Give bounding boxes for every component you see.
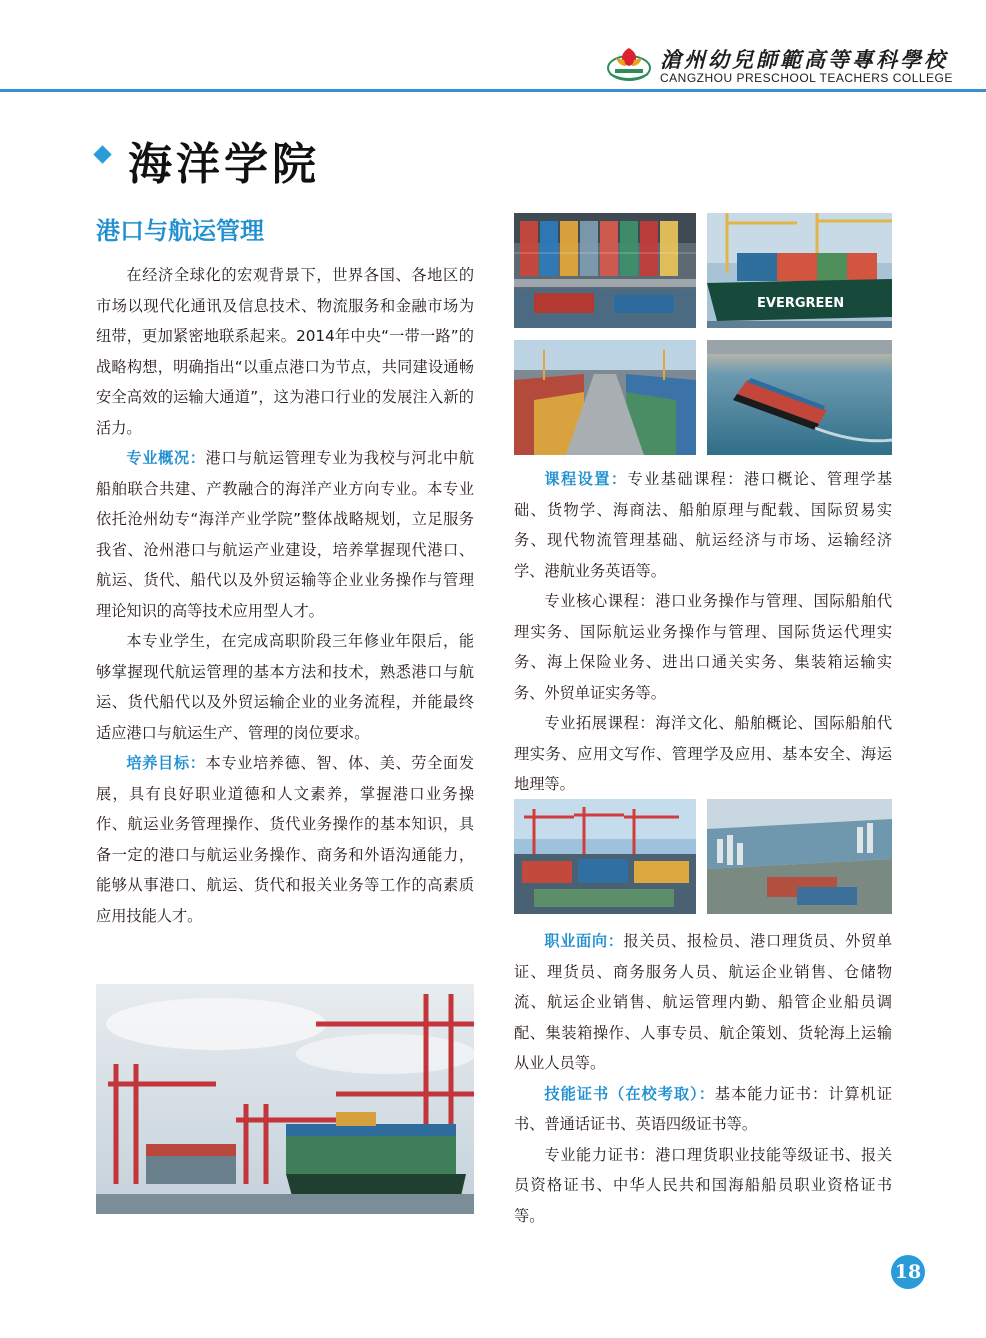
college-name-cn: 滄州幼兒師範高等專科學校 xyxy=(660,47,948,72)
section-title: 港口与航运管理 xyxy=(96,217,264,245)
right-column-career xyxy=(514,926,892,1231)
course-label: 课程设置： xyxy=(544,470,628,488)
core-course-paragraph: 专业核心课程：港口业务操作与管理、国际船舶代理实务、国际航运业务操作与管理、国际货运代理实务、海上保险业务、进出口通关实务、集装箱运输实务、外贸单证实务等。 xyxy=(514,592,892,702)
photo-port-cranes xyxy=(514,799,696,914)
college-logo-icon xyxy=(606,44,652,82)
goal-label: 培养目标： xyxy=(126,754,206,772)
cert-pro-paragraph: 专业能力证书：港口理货职业技能等级证书、报关员资格证书、中华人民共和国海船船员职业资格证书等。 xyxy=(514,1145,892,1225)
photo-container-yard xyxy=(514,340,696,455)
college-name-en: CANGZHOU PRESCHOOL TEACHERS COLLEGE xyxy=(660,71,953,85)
ship-name-text: EVERGREEN xyxy=(757,296,845,311)
cert-paragraph xyxy=(514,1079,892,1140)
photo-ship-at-sea xyxy=(707,340,892,455)
photo-port-overview xyxy=(96,984,474,1214)
photo-evergreen-ship xyxy=(707,213,892,328)
cert-label: 技能证书（在校考取）： xyxy=(544,1084,715,1103)
course-text: 专业基础课程：港口概论、管理学基础、货物学、海商法、船舶原理与配载、国际贸易实务、现代物流管理基础、航运经济与市场、运输经济学、港航业务英语等。 xyxy=(514,470,893,580)
page-title: 海洋学院 xyxy=(128,139,320,190)
career-text: 报关员、报检员、港口理货员、外贸单证、理货员、商务服务人员、航运企业销售、仓储物流、航运企业销售、航运管理内勤、船管企业船员调配、集装箱操作、人事专员、航企策划、货轮海上运输从业人员等。 xyxy=(514,932,893,1072)
header-divider xyxy=(0,89,986,92)
photo-coastal-city xyxy=(707,799,892,914)
cert-text: 基本能力证书：计算机证书、普通话证书、英语四级证书等。 xyxy=(514,1084,893,1133)
photo-aerial-port xyxy=(514,213,696,328)
career-label: 职业面向： xyxy=(544,932,624,950)
page-header xyxy=(0,0,986,96)
overview-text: 港口与航运管理专业为我校与河北中航船舶联合共建、产教融合的海洋产业方向专业。本专业依托沧州幼专“海洋产业学院”整体战略规划，立足服务我省、沧州港口与航运产业建设，培养掌握现代港口、航运、货代、船代以及外贸运输等企业业务操作与管理理论知识的高等技术应用型人才。 xyxy=(96,449,475,620)
right-column-courses xyxy=(514,464,892,800)
goal-paragraph xyxy=(96,748,474,931)
goal-text: 本专业培养德、智、体、美、劳全面发展，具有良好职业道德和人文素养，掌握港口业务操作、航运业务管理操作、货代业务操作的基本知识，具备一定的港口与航运业务操作、商务和外语沟通能力，能够从事港口、航运、货代和报关业务等工作的高素质应用技能人才。 xyxy=(96,754,475,925)
title-diamond-icon xyxy=(93,145,111,163)
extend-course-paragraph: 专业拓展课程：海洋文化、船舶概论、国际船舶代理实务、应用文写作、管理学及应用、基本安全、海运地理等。 xyxy=(514,714,892,793)
overview-label: 专业概况： xyxy=(126,449,206,467)
intro-paragraph: 在经济全球化的宏观背景下，世界各国、各地区的市场以现代化通讯及信息技术、物流服务和金融市场为纽带，更加紧密地联系起来。2014年中央“一带一路”的战略构想，明确指出“以重点港口为节点，共同建设通畅安全高效的运输大通道”，这为港口行业的发展注入新的活力。 xyxy=(96,266,474,437)
left-column-text xyxy=(96,260,474,931)
overview-paragraph xyxy=(96,443,474,626)
career-paragraph xyxy=(514,926,892,1079)
page-number: 18 xyxy=(891,1255,925,1289)
students-paragraph: 本专业学生，在完成高职阶段三年修业年限后，能够掌握现代航运管理的基本方法和技术，熟悉港口与航运、货代船代以及外贸运输企业的业务流程，并能最终适应港口与航运生产、管理的岗位要求。 xyxy=(96,632,474,742)
course-paragraph xyxy=(514,464,892,586)
